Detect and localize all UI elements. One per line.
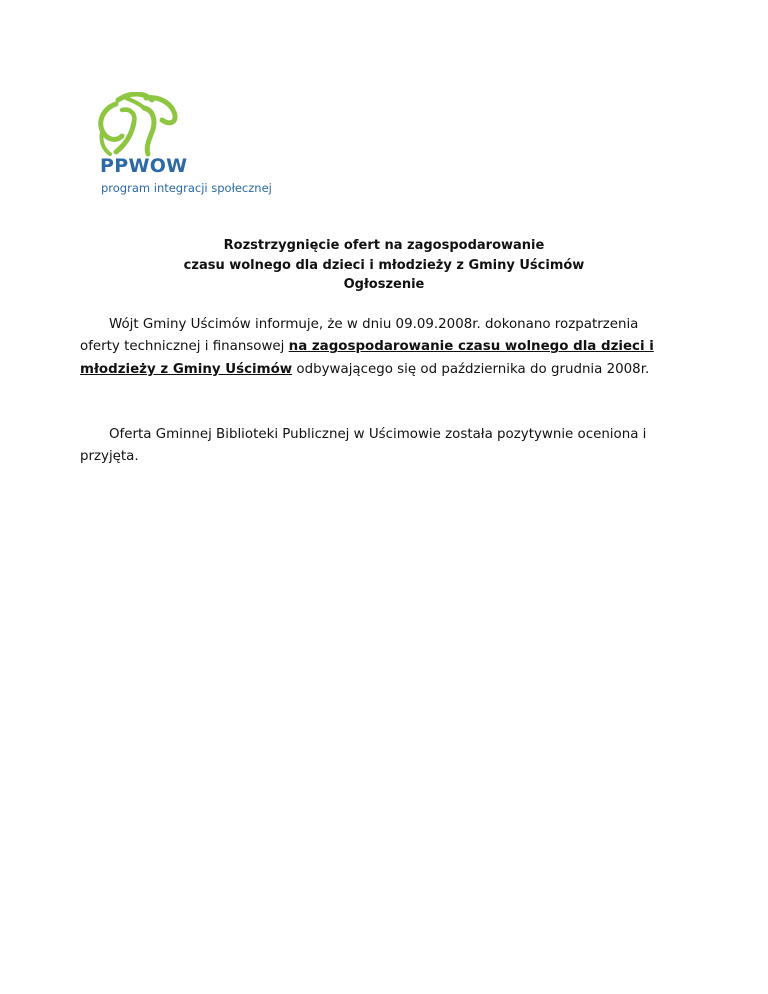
logo-name: PPWOW [100,155,188,177]
title-line-2: czasu wolnego dla dzieci i młodzieży z Gminy Uścimów [183,257,585,273]
logo-tagline: program integracji społecznej [101,181,272,195]
paragraph-emphasis: na zagospodarowanie czasu wolnego dla dzieci i młodzieży z Gminy Uścimów [80,339,654,377]
announcement-paragraph [80,314,680,381]
ppwow-tree-icon [96,92,180,158]
title-line-1: Rozstrzygnięcie ofert na zagospodarowanie [223,238,545,253]
title-line-3: Ogłoszenie [343,277,425,292]
paragraph-text-after: odbywającego się od października do grudnia 2008r. [292,361,650,377]
result-paragraph [80,424,680,469]
paragraph-text-before: Wójt Gminy Uścimów informuje, że w dniu 09.09.2008r. dokonano rozpatrzenia oferty technicznej i finansowej [80,317,639,355]
result-text: Oferta Gminnej Biblioteki Publicznej w Uścimowie została pozytywnie oceniona i przyjęta. [80,427,647,465]
ppwow-logo [96,92,306,202]
document-title [0,236,768,295]
